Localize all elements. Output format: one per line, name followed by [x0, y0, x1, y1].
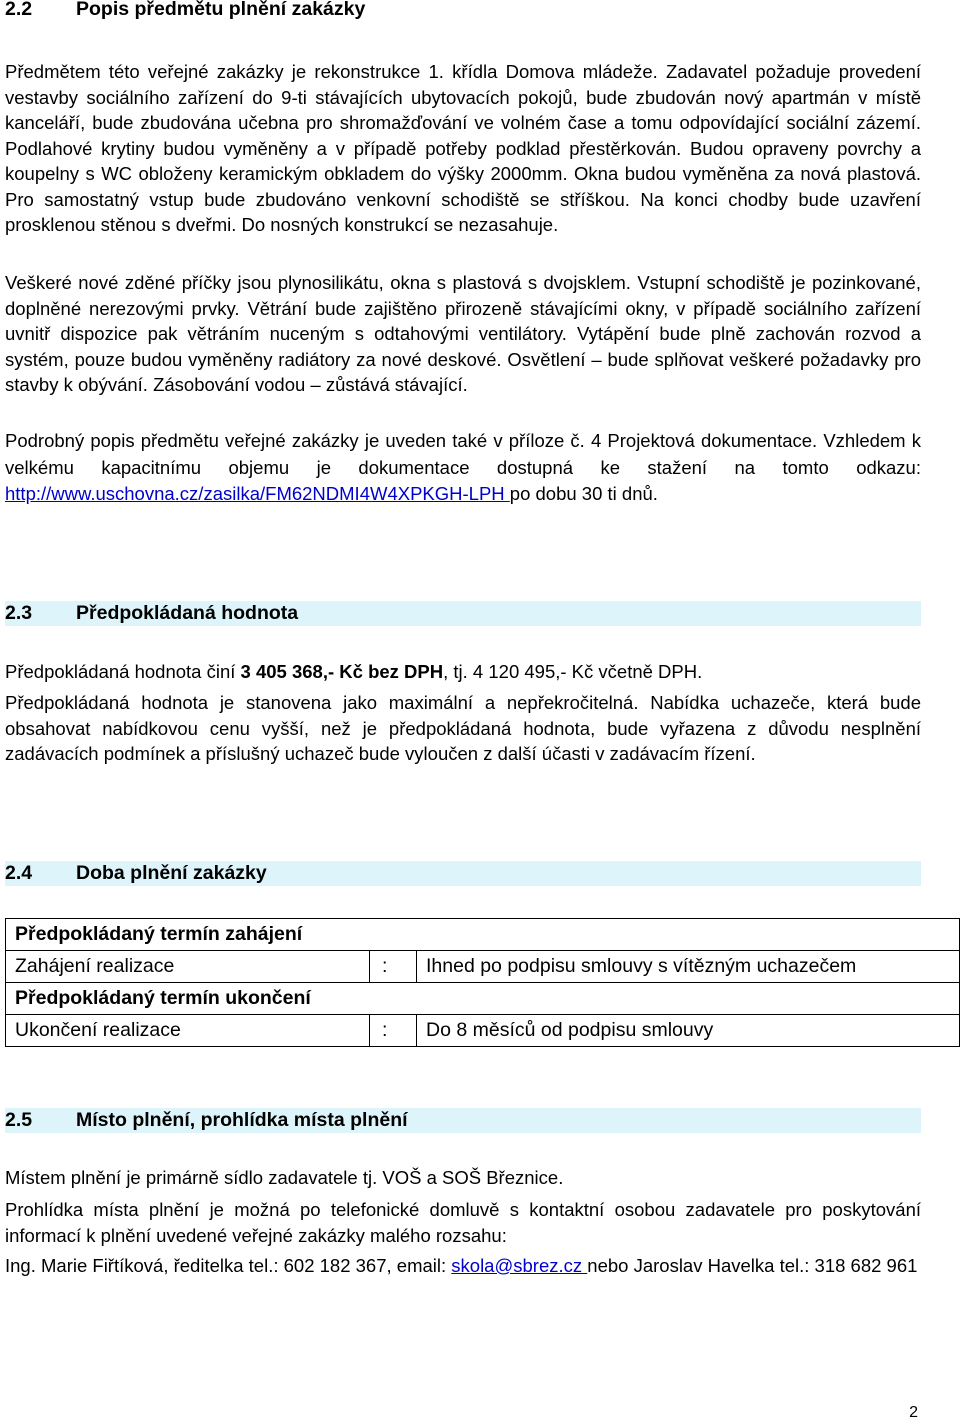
paragraph-value-limit: Předpokládaná hodnota je stanovena jako maximální a nepřekročitelná. Nabídka uchazeče, která bude obsahovat nabídkovou cenu vyšší, než je předpokládaná hodnota, bude vyřazena z důvodu nesplnění zadávacích podmínek a příslušný uchazeč bude vyloučen z další účasti v zadávacím řízení. [5, 692, 921, 764]
section-number: 2.4 [5, 862, 33, 884]
section-heading-2-3 [5, 601, 921, 626]
contact-text-before: Ing. Marie Fiřtíková, ředitelka tel.: 602 182 367, email: [5, 1255, 452, 1276]
section-number: 2.2 [5, 0, 33, 20]
section-number: 2.3 [5, 602, 33, 624]
section-heading-2-4 [5, 861, 921, 886]
value-text-after: , tj. 4 120 495,- Kč včetně DPH. [443, 661, 703, 682]
paragraph-subject: Předmětem této veřejné zakázky je rekonstrukce 1. křídla Domova mládeže. Zadavatel požaduje provedení vestavby sociálního zařízení do 9-ti stávajících ubytovacích pokojů, bude zbudován nový apartmán v místě kanceláří, bude zbudována učebna pro shromažďování ve volném čase a tomu odpovídající sociální zázemí. Podlahové krytiny budou vyměněny a v případě potřeby podklad přestěrkován. Budou opraveny povrchy a koupelny s WC obloženy keramickým obkladem do výšky 2000mm. Okna budou vyměněna za nová plastová. Pro samostatný vstup bude zbudováno venkovní schodiště se stříškou. Na konci chodby bude uzavření prosklenou stěnou s dveřmi. Do nosných konstrukcí se nezasahuje. [5, 61, 921, 235]
contact-email-link[interactable]: skola@sbrez.cz [451, 1255, 588, 1276]
section-title: Předpokládaná hodnota [76, 602, 299, 624]
schedule-table [5, 918, 960, 1047]
end-colon: : [370, 1015, 417, 1047]
end-header: Předpokládaný termín ukončení [6, 983, 960, 1015]
section-title: Místo plnění, prohlídka místa plnění [76, 1109, 408, 1131]
section-title: Popis předmětu plnění zakázky [76, 0, 366, 20]
end-value: Do 8 měsíců od podpisu smlouvy [417, 1015, 960, 1047]
paragraph-place: Místem plnění je primárně sídlo zadavatele tj. VOŠ a SOŠ Březnice. [5, 1167, 564, 1188]
paragraph-contact [5, 1253, 921, 1279]
paragraph-construction: Veškeré nové zděné příčky jsou plynosilikátu, okna s plastová s dvojsklem. Vstupní schodiště je pozinkované, doplněné nerezovými prvky. Větrání bude zajištěno přirozeně stávajícími okny, v případě sociálního zařízení uvnitř dispozice pak větráním nuceným s odtahovými ventilátory. Vytápění bude plně zachován rozvod a systém, pouze budou vyměněny radiátory za nové deskové. Osvětlení – bude splňovat veškeré požadavky pro stavby k obývání. Zásobování vodou – zůstává stávající. [5, 272, 921, 395]
value-amount: 3 405 368,- Kč bez DPH [240, 661, 444, 682]
page-number: 2 [909, 1404, 918, 1421]
value-text-before: Předpokládaná hodnota činí [5, 661, 241, 682]
start-value: Ihned po podpisu smlouvy s vítězným uchazečem [417, 951, 960, 983]
end-label: Ukončení realizace [6, 1015, 370, 1047]
section-heading-2-5 [5, 1108, 921, 1133]
contact-text-after: nebo Jaroslav Havelka tel.: 318 682 961 [587, 1255, 918, 1276]
start-colon: : [370, 951, 417, 983]
doc-text-before: Podrobný popis předmětu veřejné zakázky je uveden také v příloze č. 4 Projektová dokumentace. Vzhledem k velkému kapacitnímu objemu je dokumentace dostupná ke stažení na tomto odkazu: [5, 430, 921, 478]
start-label: Zahájení realizace [6, 951, 370, 983]
start-header: Předpokládaný termín zahájení [6, 919, 960, 951]
paragraph-documentation [5, 428, 921, 508]
paragraph-inspection: Prohlídka místa plnění je možná po telefonické domluvě s kontaktní osobou zadavatele pro poskytování informací k plnění uvedené veřejné zakázky malého rozsahu: [5, 1199, 921, 1246]
section-title: Doba plnění zakázky [76, 862, 267, 884]
section-heading-2-2 [5, 0, 921, 22]
section-number: 2.5 [5, 1109, 33, 1131]
doc-text-after: po dobu 30 ti dnů. [509, 483, 658, 504]
documentation-download-link[interactable]: http://www.uschovna.cz/zasilka/FM62NDMI4W4XPKGH-LPH [5, 483, 510, 504]
paragraph-estimated-value [5, 659, 921, 685]
